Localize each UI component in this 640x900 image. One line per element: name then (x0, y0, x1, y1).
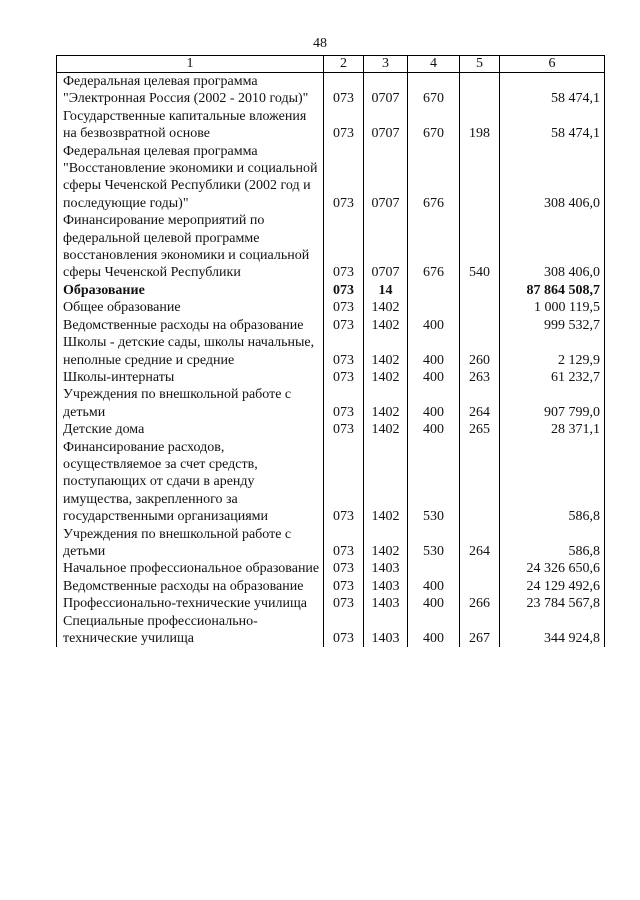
table-row (57, 334, 605, 369)
amount: 586,8 (500, 439, 605, 526)
section-code: 1403 (364, 578, 408, 595)
amount: 308 406,0 (500, 212, 605, 282)
target-article-code (408, 560, 460, 577)
item-name: Начальное профессиональное образование (57, 560, 324, 577)
item-name: Ведомственные расходы на образование (57, 578, 324, 595)
amount: 58 474,1 (500, 73, 605, 108)
section-code: 1402 (364, 439, 408, 526)
target-article-code: 400 (408, 334, 460, 369)
ministry-code: 073 (324, 299, 364, 316)
item-name: Федеральная целевая программа "Электронная Россия (2002 - 2010 годы)" (57, 73, 324, 108)
expense-type-code (460, 560, 500, 577)
target-article-code: 676 (408, 212, 460, 282)
ministry-code: 073 (324, 334, 364, 369)
ministry-code: 073 (324, 143, 364, 213)
ministry-code: 073 (324, 526, 364, 561)
table-row (57, 613, 605, 648)
target-article-code: 400 (408, 578, 460, 595)
ministry-code: 073 (324, 578, 364, 595)
section-code: 1403 (364, 595, 408, 612)
amount: 23 784 567,8 (500, 595, 605, 612)
target-article-code: 400 (408, 421, 460, 438)
item-name: Школы-интернаты (57, 369, 324, 386)
budget-table (56, 55, 605, 647)
section-code: 1402 (364, 299, 408, 316)
column-header-1: 1 (57, 56, 324, 73)
amount: 308 406,0 (500, 143, 605, 213)
amount: 2 129,9 (500, 334, 605, 369)
expense-type-code (460, 578, 500, 595)
section-code: 1403 (364, 560, 408, 577)
item-name: Детские дома (57, 421, 324, 438)
section-code: 1403 (364, 613, 408, 648)
ministry-code: 073 (324, 317, 364, 334)
column-header-3: 3 (364, 56, 408, 73)
section-code: 1402 (364, 369, 408, 386)
section-code: 14 (364, 282, 408, 299)
column-header-4: 4 (408, 56, 460, 73)
expense-type-code: 198 (460, 108, 500, 143)
section-code: 1402 (364, 386, 408, 421)
expense-type-code: 540 (460, 212, 500, 282)
section-code: 0707 (364, 73, 408, 108)
amount: 28 371,1 (500, 421, 605, 438)
table-row (57, 317, 605, 334)
item-name: Учреждения по внешкольной работе с детьми (57, 526, 324, 561)
table-row (57, 299, 605, 316)
amount: 87 864 508,7 (500, 282, 605, 299)
table-row (57, 595, 605, 612)
column-header-2: 2 (324, 56, 364, 73)
amount: 999 532,7 (500, 317, 605, 334)
header-row (57, 56, 605, 73)
table-row (57, 212, 605, 282)
table-row (57, 439, 605, 526)
item-name: Специальные профессионально-технические училища (57, 613, 324, 648)
target-article-code: 670 (408, 108, 460, 143)
amount: 344 924,8 (500, 613, 605, 648)
target-article-code: 400 (408, 595, 460, 612)
target-article-code (408, 299, 460, 316)
table-row (57, 73, 605, 108)
expense-type-code (460, 73, 500, 108)
amount: 24 129 492,6 (500, 578, 605, 595)
section-code: 0707 (364, 143, 408, 213)
target-article-code (408, 282, 460, 299)
section-code: 1402 (364, 334, 408, 369)
section-code: 1402 (364, 317, 408, 334)
ministry-code: 073 (324, 613, 364, 648)
expense-type-code: 260 (460, 334, 500, 369)
table-row (57, 560, 605, 577)
table-row (57, 526, 605, 561)
table-row (57, 282, 605, 299)
expense-type-code: 267 (460, 613, 500, 648)
item-name: Профессионально-технические училища (57, 595, 324, 612)
ministry-code: 073 (324, 421, 364, 438)
ministry-code: 073 (324, 560, 364, 577)
expense-type-code: 265 (460, 421, 500, 438)
expense-type-code (460, 299, 500, 316)
expense-type-code: 264 (460, 526, 500, 561)
expense-type-code: 263 (460, 369, 500, 386)
amount: 1 000 119,5 (500, 299, 605, 316)
section-code: 0707 (364, 212, 408, 282)
target-article-code: 670 (408, 73, 460, 108)
table-row (57, 386, 605, 421)
expense-type-code (460, 439, 500, 526)
item-name: Федеральная целевая программа "Восстановление экономики и социальной сферы Чеченской Республики (2002 год и последующие годы)" (57, 143, 324, 213)
target-article-code: 676 (408, 143, 460, 213)
table-body (57, 73, 605, 648)
expense-type-code: 264 (460, 386, 500, 421)
table-row (57, 578, 605, 595)
expense-type-code (460, 282, 500, 299)
item-name: Учреждения по внешкольной работе с детьми (57, 386, 324, 421)
column-header-5: 5 (460, 56, 500, 73)
table-row (57, 421, 605, 438)
target-article-code: 530 (408, 439, 460, 526)
item-name: Финансирование мероприятий по федеральной целевой программе восстановления экономики и социальной сферы Чеченской Республики (57, 212, 324, 282)
amount: 586,8 (500, 526, 605, 561)
item-name: Общее образование (57, 299, 324, 316)
target-article-code: 400 (408, 386, 460, 421)
amount: 24 326 650,6 (500, 560, 605, 577)
table-row (57, 143, 605, 213)
item-name: Школы - детские сады, школы начальные, неполные средние и средние (57, 334, 324, 369)
target-article-code: 400 (408, 613, 460, 648)
ministry-code: 073 (324, 386, 364, 421)
item-name: Образование (57, 282, 324, 299)
ministry-code: 073 (324, 212, 364, 282)
table-row (57, 369, 605, 386)
amount: 61 232,7 (500, 369, 605, 386)
target-article-code: 400 (408, 317, 460, 334)
amount: 58 474,1 (500, 108, 605, 143)
page-number: 48 (313, 36, 327, 51)
section-code: 1402 (364, 421, 408, 438)
expense-type-code: 266 (460, 595, 500, 612)
section-code: 0707 (364, 108, 408, 143)
ministry-code: 073 (324, 108, 364, 143)
item-name: Государственные капитальные вложения на безвозвратной основе (57, 108, 324, 143)
item-name: Ведомственные расходы на образование (57, 317, 324, 334)
target-article-code: 530 (408, 526, 460, 561)
section-code: 1402 (364, 526, 408, 561)
ministry-code: 073 (324, 73, 364, 108)
target-article-code: 400 (408, 369, 460, 386)
table-row (57, 108, 605, 143)
amount: 907 799,0 (500, 386, 605, 421)
ministry-code: 073 (324, 282, 364, 299)
ministry-code: 073 (324, 595, 364, 612)
ministry-code: 073 (324, 369, 364, 386)
expense-type-code (460, 143, 500, 213)
item-name: Финансирование расходов, осуществляемое за счет средств, поступающих от сдачи в аренду имущества, закрепленного за государственными организациями (57, 439, 324, 526)
ministry-code: 073 (324, 439, 364, 526)
expense-type-code (460, 317, 500, 334)
column-header-6: 6 (500, 56, 605, 73)
